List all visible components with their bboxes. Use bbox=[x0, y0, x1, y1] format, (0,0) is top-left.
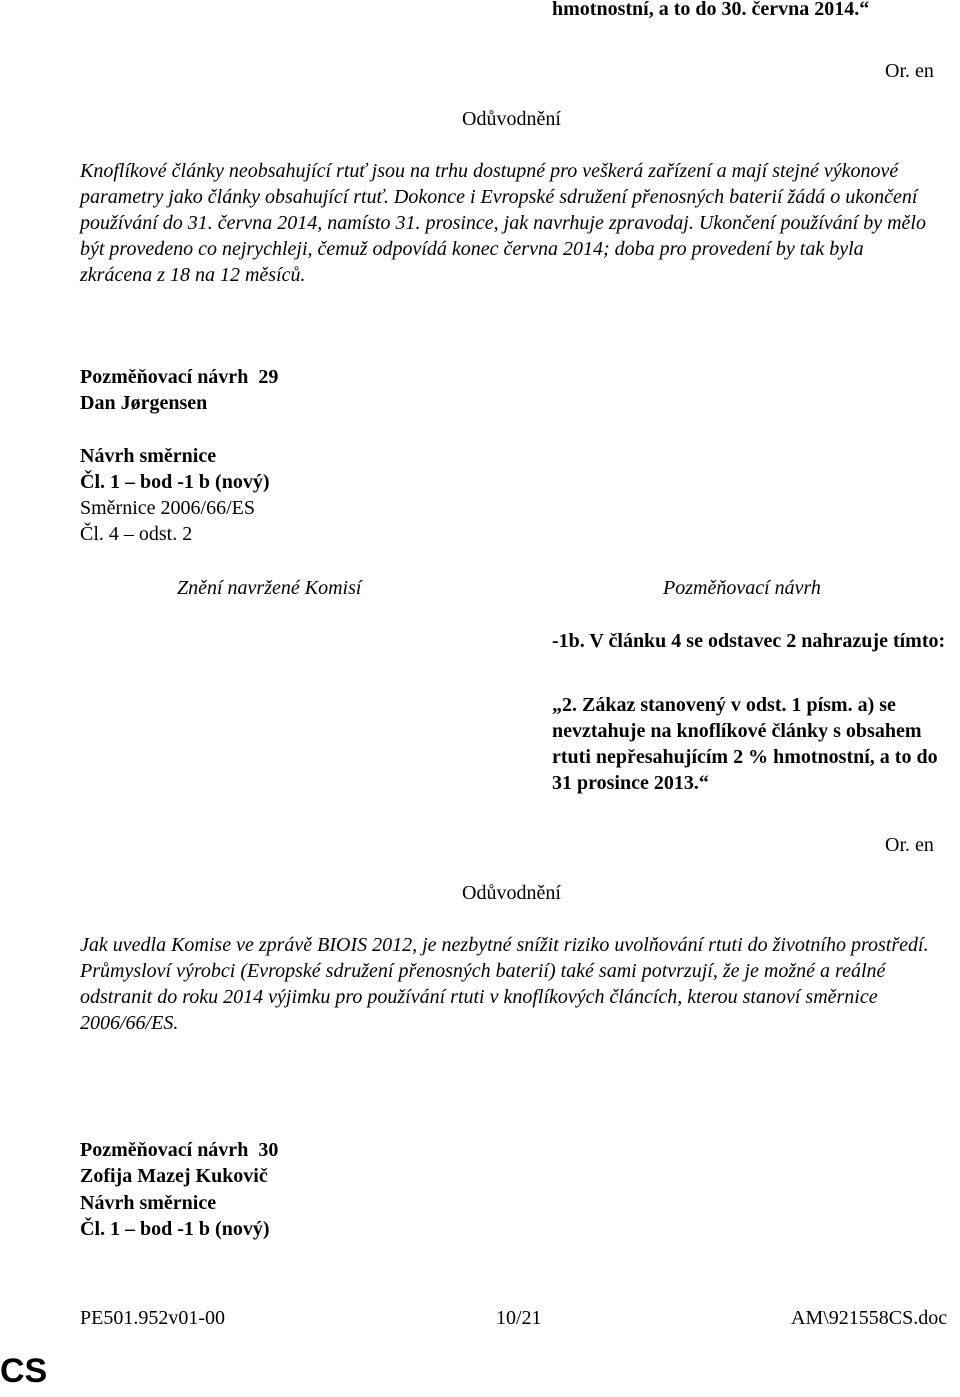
continued-amendment-text: hmotnostní, a to do 30. června 2014.“ bbox=[552, 0, 870, 20]
footer-doc-id: PE501.952v01-00 bbox=[80, 1307, 225, 1329]
proposal-label: Návrh směrnice bbox=[80, 1192, 217, 1214]
column-heading-amendment: Pozměňovací návrh bbox=[663, 577, 821, 599]
paragraph-reference: Čl. 4 – odst. 2 bbox=[80, 523, 193, 545]
amendment-author: Dan Jørgensen bbox=[80, 392, 208, 414]
proposal-label: Návrh směrnice bbox=[80, 445, 217, 467]
amendment-number: 29 bbox=[258, 366, 279, 388]
footer-page-number: 10/21 bbox=[496, 1307, 542, 1329]
amendment-label: Pozměňovací návrh bbox=[80, 1139, 249, 1161]
directive-reference: Směrnice 2006/66/ES bbox=[80, 497, 255, 519]
footer-file-name: AM\921558CS.doc bbox=[791, 1307, 948, 1329]
column-heading-commission: Znění navržené Komisí bbox=[177, 577, 362, 599]
amendment-number: 30 bbox=[258, 1139, 279, 1161]
justification-text: Jak uvedla Komise ve zprávě BIOIS 2012, je nezbytné snížit riziko uvolňování rtuti do životního prostředí. Průmysloví výrobci (Evropské sdružení přenosných baterií) také sami potvrzují, že je možné a reálné odstranit do roku 2014 výjimku pro používání rtuti v knoflíkových článcích, kterou stanoví směrnice 2006/66/ES. bbox=[80, 934, 929, 1034]
article-reference: Čl. 1 – bod -1 b (nový) bbox=[80, 471, 270, 493]
amendment-label: Pozměňovací návrh bbox=[80, 366, 249, 388]
justification-heading: Odůvodnění bbox=[462, 108, 561, 130]
amendment-author: Zofija Mazej Kukovič bbox=[80, 1165, 268, 1187]
amendment-body: „2. Zákaz stanovený v odst. 1 písm. a) se nevztahuje na knoflíkové články s obsahem rtuti nepřesahujícím 2 % hmotnostní, a to do 31 prosince 2013.“ bbox=[552, 694, 938, 794]
justification-text: Knoflíkové články neobsahující rtuť jsou na trhu dostupné pro veškerá zařízení a mají stejné výkonové parametry jako články obsahující rtuť. Dokonce i Evropské sdružení přenosných baterií žádá o ukončení používání do 31. června 2014, namísto 31. prosince, jak navrhuje zpravodaj. Ukončení používání by mělo být provedeno co nejrychleji, čemuž odpovídá konec června 2014; doba pro provedení by tak byla zkrácena z 18 na 12 měsíců. bbox=[80, 160, 926, 286]
origin-language: Or. en bbox=[885, 834, 934, 856]
amendment-instruction: -1b. V článku 4 se odstavec 2 nahrazuje tímto: bbox=[552, 630, 946, 652]
justification-heading: Odůvodnění bbox=[462, 882, 561, 904]
amendment-title bbox=[80, 1139, 278, 1162]
article-reference: Čl. 1 – bod -1 b (nový) bbox=[80, 1218, 270, 1240]
origin-language: Or. en bbox=[885, 60, 934, 82]
amendment-title bbox=[80, 366, 278, 389]
footer-language-code: CS bbox=[0, 1352, 48, 1390]
